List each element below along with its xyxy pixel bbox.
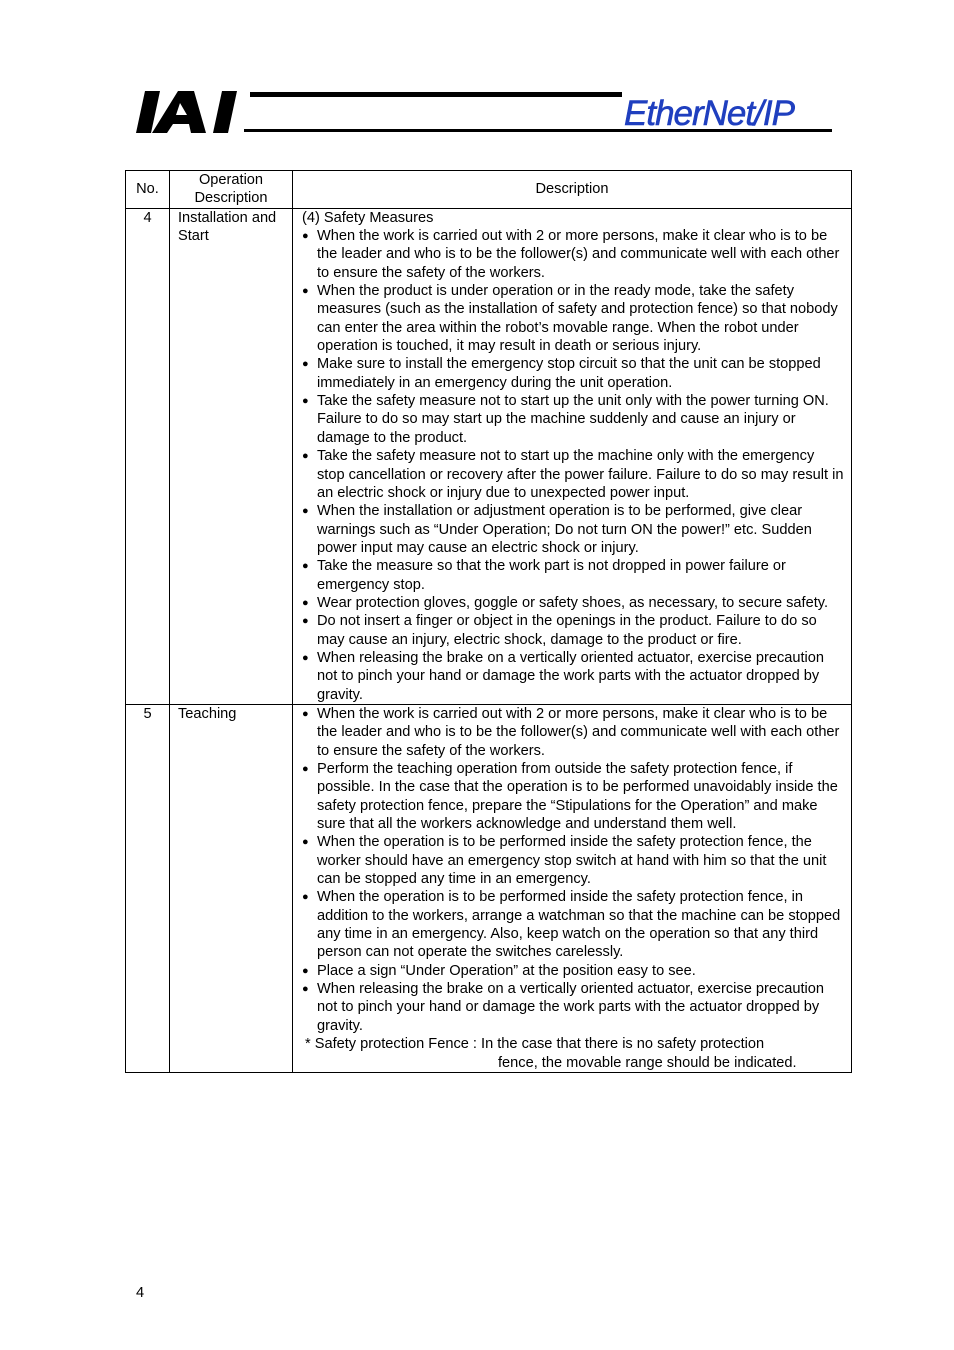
list-item: ● When the product is under operation or in the ready mode, take the safety measures (such as the installation of safety and protection fence) so that nobody can enter the area within the robot’s movable range. When the robot under operation is touched, it may result in death or serious injury. xyxy=(302,282,845,355)
bullet-list xyxy=(302,705,845,1035)
header-rule-top xyxy=(250,92,622,97)
page-number: 4 xyxy=(136,1285,145,1301)
list-item: ● Take the safety measure not to start up the unit only with the power turning ON. Failure to do so may start up the machine suddenly and cause an injury or damage to the product. xyxy=(302,392,845,447)
table-row-4 xyxy=(126,208,852,704)
list-item: ● When releasing the brake on a vertically oriented actuator, exercise precaution not to pinch your hand or damage the work parts with the actuator dropped by gravity. xyxy=(302,980,845,1035)
list-item: ● Take the safety measure not to start up the machine only with the emergency stop cancellation or recovery after the power failure. Failure to do so may result in an electric shock or injury due to unexpected power input. xyxy=(302,447,845,502)
header-description: Description xyxy=(293,171,852,209)
row-number: 5 xyxy=(126,704,170,1072)
description-cell xyxy=(293,704,852,1072)
safety-table xyxy=(125,170,852,1073)
ethernet-ip-title: EtherNet/IP xyxy=(624,94,794,133)
section-title: (4) Safety Measures xyxy=(302,209,434,226)
fence-note-continued: fence, the movable range should be indicated. xyxy=(498,1054,797,1071)
description-cell xyxy=(293,208,852,704)
list-item: ● When the work is carried out with 2 or more persons, make it clear who is to be the leader and who is to be the follower(s) and communicate well with each other to ensure the safety of the workers. xyxy=(302,705,845,760)
header-no: No. xyxy=(126,171,170,209)
list-item: ● Wear protection gloves, goggle or safety shoes, as necessary, to secure safety. xyxy=(302,594,845,612)
header-operation: Operation Description xyxy=(170,171,293,209)
list-item: ● When the work is carried out with 2 or more persons, make it clear who is to be the leader and who is to be the follower(s) and communicate well with each other to ensure the safety of the workers. xyxy=(302,227,845,282)
bullet-list xyxy=(302,227,845,704)
list-item: ● Do not insert a finger or object in the openings in the product. Failure to do so may cause an injury, electric shock, damage to the product or fire. xyxy=(302,612,845,649)
operation-cell: Installation and Start xyxy=(170,208,293,704)
row-number: 4 xyxy=(126,208,170,704)
list-item: ● Perform the teaching operation from outside the safety protection fence, if possible. In the case that the operation is to be performed unavoidably inside the safety protection fence, prepare the “Stipulations for the Operation” and make sure that all the workers acknowledge and understand them well. xyxy=(302,760,845,833)
list-item: ● Take the measure so that the work part is not dropped in power failure or emergency stop. xyxy=(302,557,845,594)
list-item: ● When the operation is to be performed inside the safety protection fence, the worker should have an emergency stop switch at hand with him so that the unit can be stopped any time in an emergency. xyxy=(302,833,845,888)
list-item: ● Place a sign “Under Operation” at the position easy to see. xyxy=(302,962,845,980)
operation-cell: Teaching xyxy=(170,704,293,1072)
list-item: ● When the installation or adjustment operation is to be performed, give clear warnings such as “Under Operation; Do not turn ON the power!” etc. Sudden power input may cause an electric shock or injury. xyxy=(302,502,845,557)
list-item: ● When the operation is to be performed inside the safety protection fence, in addition to the workers, arrange a watchman so that the machine can be stopped any time in an emergency. Also, keep watch on the operation so that any third person can not operate the switches carelessly. xyxy=(302,888,845,961)
iai-logo xyxy=(136,91,241,133)
table-header-row xyxy=(126,171,852,209)
fence-note: * Safety protection Fence : In the case that there is no safety protection xyxy=(305,1036,765,1053)
list-item: ● When releasing the brake on a vertically oriented actuator, exercise precaution not to pinch your hand or damage the work parts with the actuator dropped by gravity. xyxy=(302,649,845,704)
page-header xyxy=(0,0,954,150)
table-row-5 xyxy=(126,704,852,1072)
list-item: ● Make sure to install the emergency stop circuit so that the unit can be stopped immediately in an emergency during the unit operation. xyxy=(302,355,845,392)
